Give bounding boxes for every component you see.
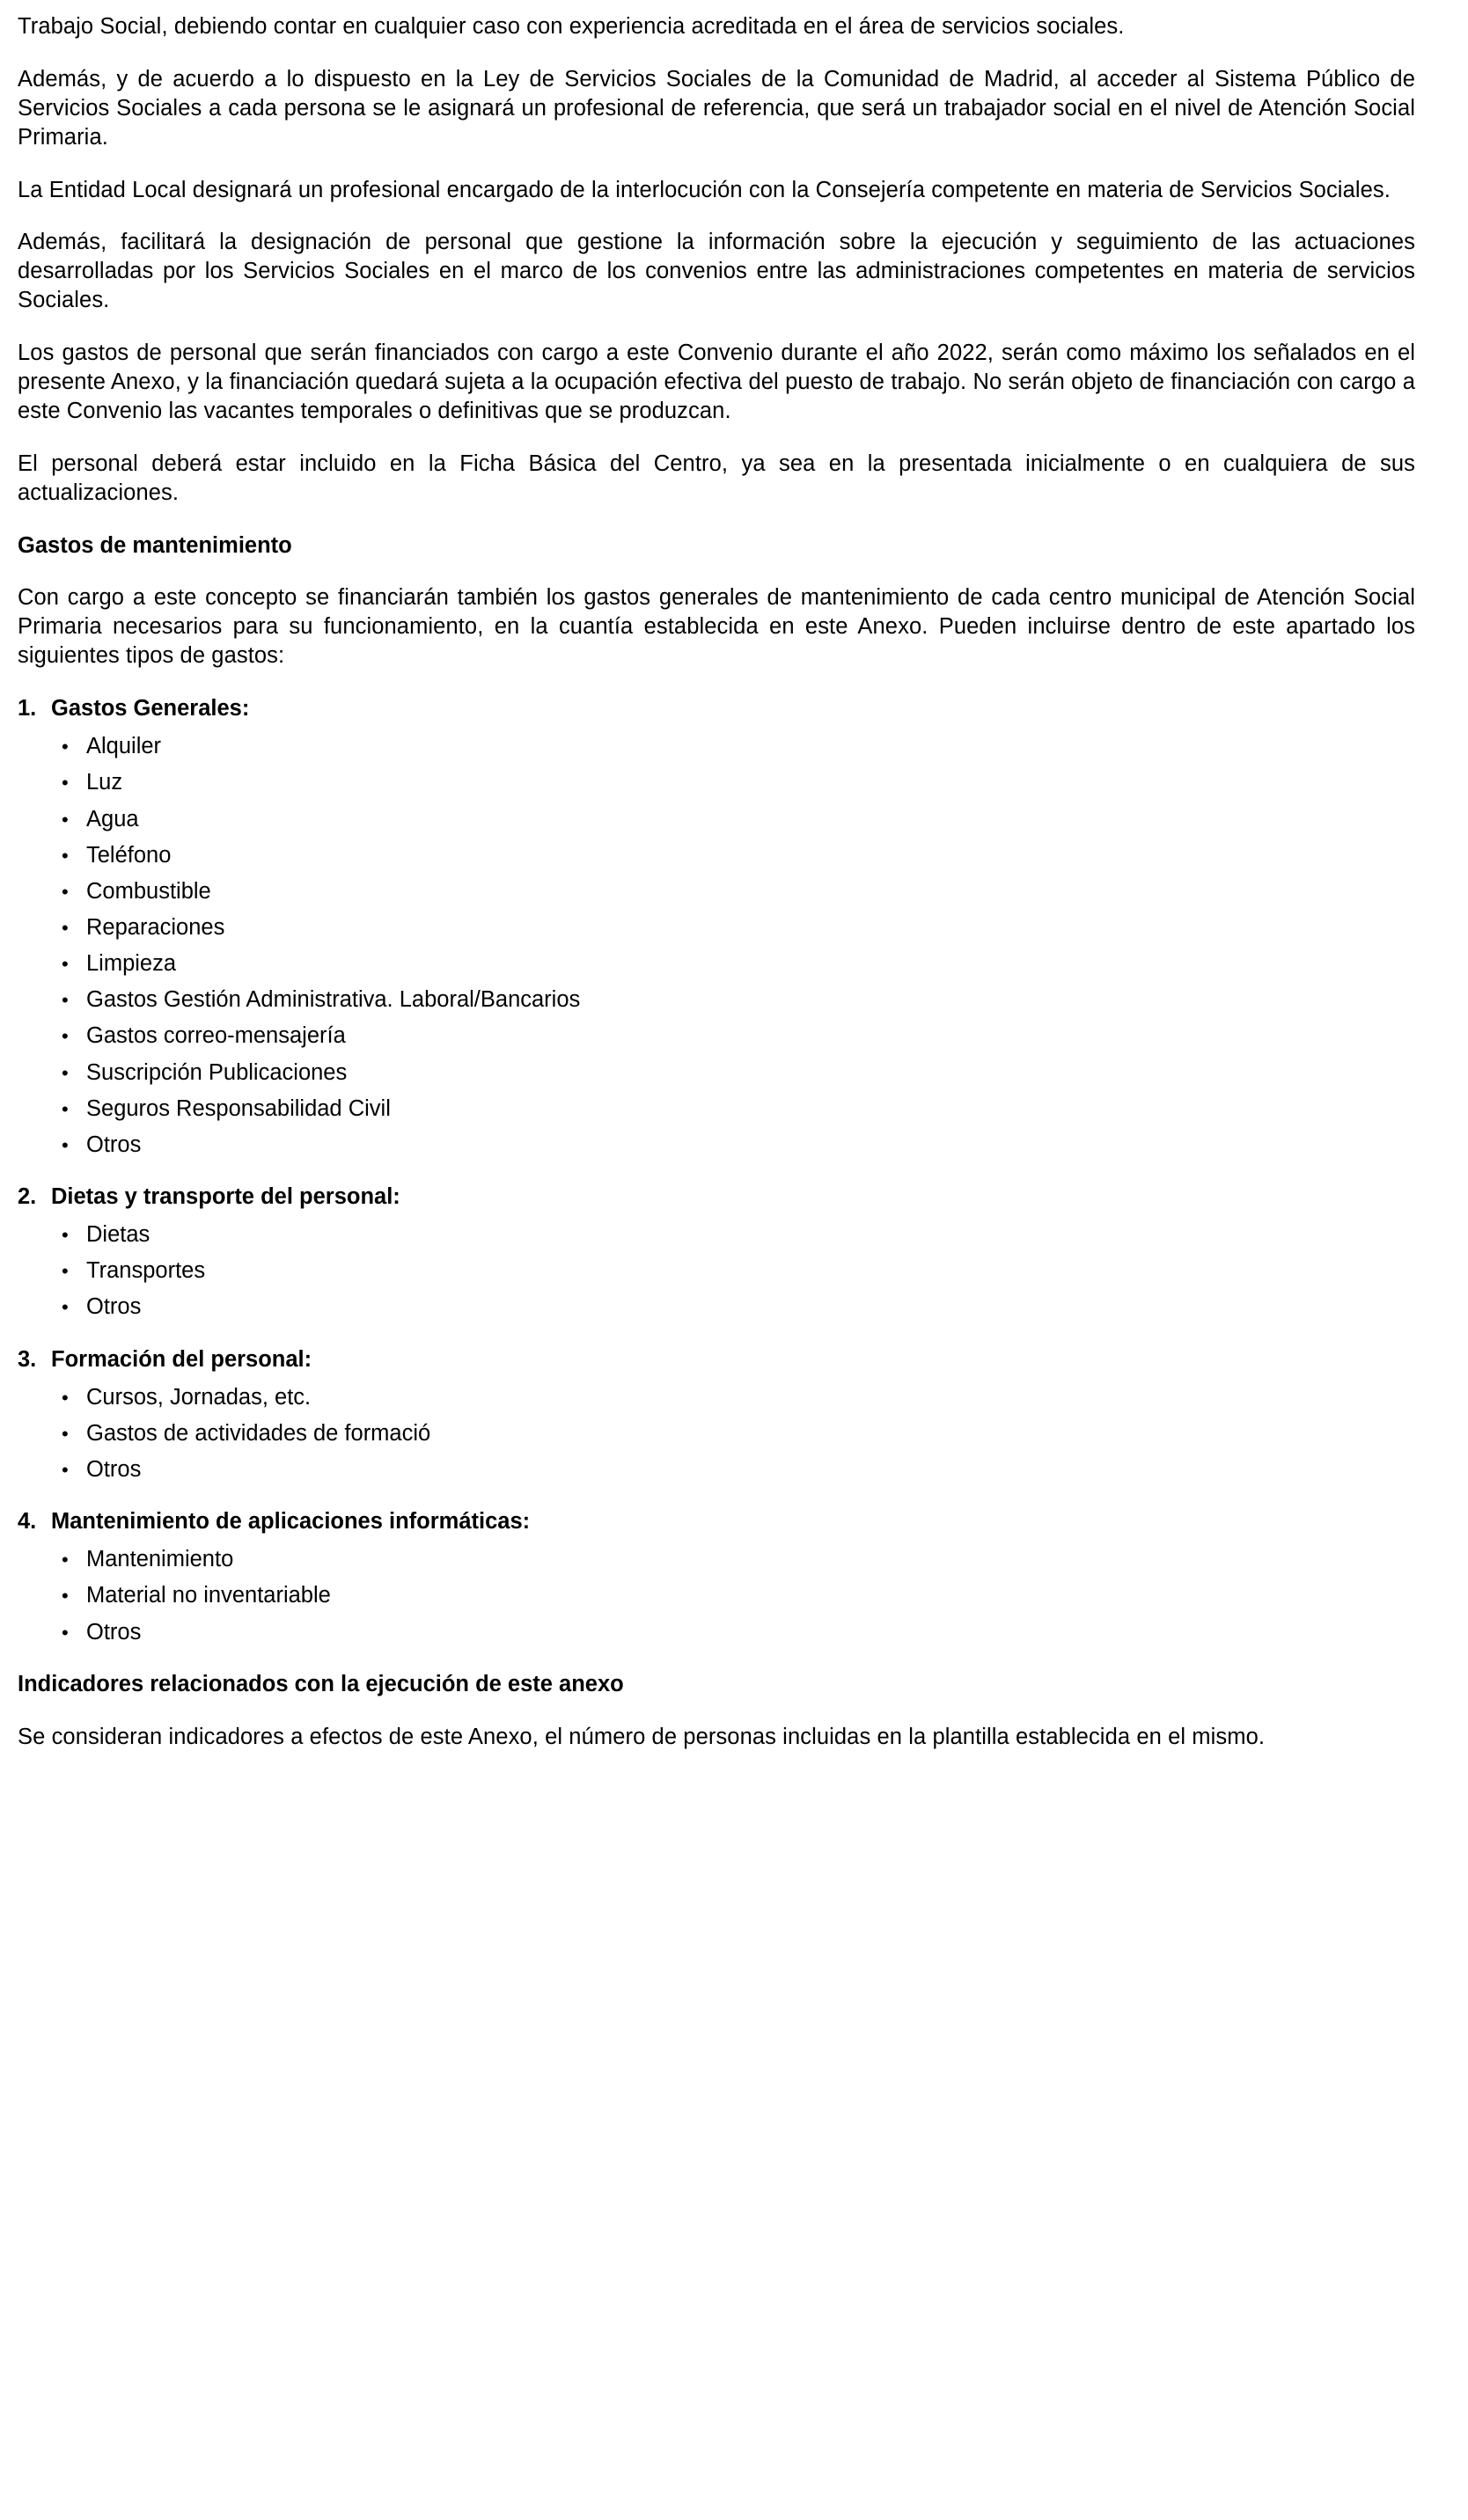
bullet-text: Gastos de actividades de formació [86, 1420, 431, 1446]
list-item-dietas-transporte [18, 1183, 1415, 1322]
paragraph-trabajo-social: Trabajo Social, debiendo contar en cualquier caso con experiencia acreditada en el área de servicios sociales. [18, 14, 1125, 39]
bullet-text: Cursos, Jornadas, etc. [86, 1384, 312, 1410]
bullet-icon: • [62, 1133, 69, 1156]
bullet-list-dietas-transporte [18, 1220, 1415, 1322]
item-number: 3. [18, 1346, 37, 1372]
list-item [18, 985, 1415, 1015]
list-item [18, 1220, 1415, 1249]
list-item [18, 1545, 1415, 1574]
list-item [18, 913, 1415, 942]
item-title: Dietas y transporte del personal: [51, 1183, 400, 1209]
bullet-text: Alquiler [86, 734, 162, 759]
numbered-heading [18, 1507, 1415, 1536]
list-item [18, 1131, 1415, 1160]
list-item [18, 841, 1415, 870]
list-item [18, 1618, 1415, 1647]
paragraph-indicadores: Se consideran indicadores a efectos de este Anexo, el número de personas incluidas en la plantilla establecida en el mismo. [18, 1724, 1266, 1749]
list-item [18, 768, 1415, 797]
list-item [18, 877, 1415, 906]
bullet-icon: • [62, 736, 69, 758]
heading-indicadores: Indicadores relacionados con la ejecución de este anexo [18, 1671, 624, 1696]
item-title: Gastos Generales: [51, 696, 250, 722]
bullet-icon: • [62, 1025, 69, 1048]
bullet-text: Dietas [86, 1222, 150, 1248]
bullet-icon: • [62, 1585, 69, 1608]
bullet-text: Teléfono [86, 842, 172, 868]
list-item [18, 1581, 1415, 1610]
bullet-text: Agua [86, 806, 139, 831]
bullet-text: Otros [86, 1456, 142, 1482]
item-number: 1. [18, 696, 37, 722]
list-item [18, 1059, 1415, 1088]
bullet-text: Material no inventariable [86, 1583, 331, 1608]
bullet-text: Seguros Responsabilidad Civil [86, 1095, 391, 1121]
list-item [18, 732, 1415, 761]
paragraph-gastos-mantenimiento-intro: Con cargo a este concepto se financiarán también los gastos generales de mantenimiento de cada centro municipal de Atención Social Primaria necesarios para su funcionamiento, en la cuantía establecida en este Anexo. Pueden incluirse dentro de este apartado los siguientes tipos de gastos: [18, 585, 1415, 669]
bullet-icon: • [62, 808, 69, 831]
bullet-icon: • [62, 1386, 69, 1409]
bullet-icon: • [62, 1458, 69, 1481]
list-item [18, 949, 1415, 978]
bullet-text: Reparaciones [86, 914, 225, 940]
bullet-text: Suscripción Publicaciones [86, 1059, 348, 1085]
bullet-icon: • [62, 1061, 69, 1084]
item-title: Formación del personal: [51, 1346, 312, 1372]
list-item [18, 1293, 1415, 1322]
bullet-text: Combustible [86, 878, 211, 904]
paragraph-ley-servicios-sociales: Además, y de acuerdo a lo dispuesto en la Ley de Servicios Sociales de la Comunidad de Madrid, al acceder al Sistema Público de Servicios Sociales a cada persona se le asignará un profesional de referencia, que será un trabajador social en el nivel de Atención Social Primaria. [18, 66, 1415, 150]
numbered-heading [18, 1183, 1415, 1212]
bullet-icon: • [62, 1621, 69, 1644]
heading-gastos-mantenimiento: Gastos de mantenimiento [18, 532, 292, 558]
bullet-text: Gastos correo-mensajería [86, 1023, 346, 1049]
bullet-icon: • [62, 772, 69, 795]
paragraph-gastos-personal: Los gastos de personal que serán financiados con cargo a este Convenio durante el año 2022, serán como máximo los señalados en el presente Anexo, y la financiación quedará sujeta a la ocupación efectiva del puesto de trabajo. No serán objeto de financiación con cargo a este Convenio las vacantes temporales o definitivas que se produzcan. [18, 341, 1415, 423]
paragraph-designacion-personal: Además, facilitará la designación de personal que gestione la información sobre la ejecución y seguimiento de las actuaciones desarrolladas por los Servicios Sociales en el marco de los convenios entre las administraciones competentes en materia de servicios Sociales. [18, 230, 1415, 313]
bullet-icon: • [62, 953, 69, 976]
bullet-list-formacion-personal [18, 1383, 1415, 1484]
bullet-icon: • [62, 844, 69, 867]
bullet-list-gastos-generales [18, 732, 1415, 1160]
item-number: 4. [18, 1509, 37, 1535]
bullet-icon: • [62, 1422, 69, 1445]
bullet-icon: • [62, 1549, 69, 1571]
list-item [18, 1022, 1415, 1051]
bullet-icon: • [62, 989, 69, 1012]
bullet-icon: • [62, 1224, 69, 1247]
bullet-icon: • [62, 880, 69, 903]
paragraph-entidad-local: La Entidad Local designará un profesional encargado de la interlocución con la Consejería competente en materia de Servicios Sociales. [18, 177, 1391, 202]
item-number: 2. [18, 1183, 37, 1209]
bullet-text: Otros [86, 1294, 142, 1320]
list-item [18, 805, 1415, 834]
bullet-text: Otros [86, 1619, 142, 1645]
bullet-text: Transportes [86, 1258, 206, 1284]
list-item [18, 1419, 1415, 1448]
list-item-mantenimiento-aplicaciones [18, 1507, 1415, 1647]
list-item [18, 1383, 1415, 1412]
paragraph-ficha-basica: El personal deberá estar incluido en la Ficha Básica del Centro, ya sea en la presentada inicialmente o en cualquiera de sus actualizaciones. [18, 451, 1415, 505]
bullet-text: Limpieza [86, 951, 177, 977]
numbered-heading [18, 694, 1415, 723]
bullet-text: Gastos Gestión Administrativa. Laboral/Bancarios [86, 987, 581, 1013]
bullet-text: Mantenimiento [86, 1547, 234, 1572]
bullet-text: Otros [86, 1132, 142, 1157]
bullet-icon: • [62, 1296, 69, 1319]
numbered-heading [18, 1345, 1415, 1374]
bullet-icon: • [62, 916, 69, 939]
list-item [18, 1256, 1415, 1286]
list-item [18, 1455, 1415, 1484]
list-item-gastos-generales [18, 694, 1415, 1160]
maintenance-expense-list [18, 694, 1415, 1647]
bullet-text: Luz [86, 770, 123, 795]
list-item-formacion-personal [18, 1345, 1415, 1485]
bullet-icon: • [62, 1260, 69, 1283]
bullet-list-mantenimiento-aplicaciones [18, 1545, 1415, 1646]
list-item [18, 1095, 1415, 1124]
bullet-icon: • [62, 1097, 69, 1120]
item-title: Mantenimiento de aplicaciones informáticas: [51, 1509, 531, 1535]
